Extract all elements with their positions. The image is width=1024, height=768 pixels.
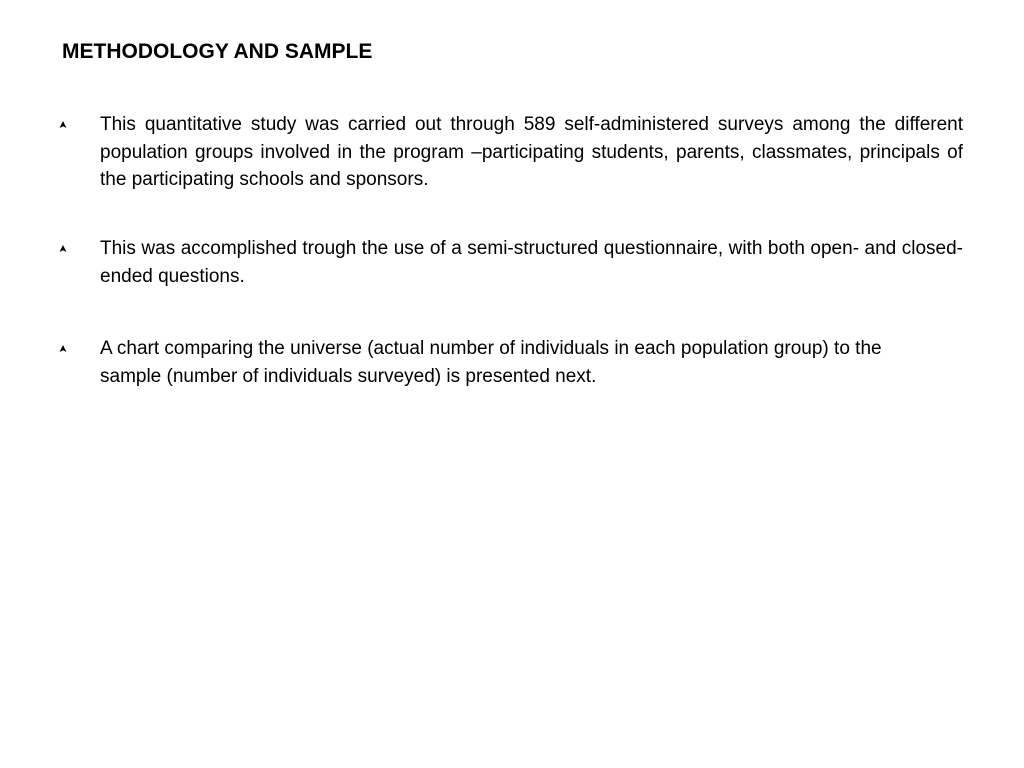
arrowhead-bullet-icon — [58, 344, 68, 354]
bullet-text: This was accomplished trough the use of a semi-structured questionnaire, with both open- and closed-ended questions. — [100, 238, 963, 287]
slide-title: METHODOLOGY AND SAMPLE — [62, 40, 373, 63]
bullet-text: A chart comparing the universe (actual number of individuals in each population group) to the sample (number of individuals surveyed) is presented next. — [100, 338, 882, 387]
arrowhead-bullet-icon — [58, 244, 68, 254]
arrowhead-bullet-icon — [58, 120, 68, 130]
bullet-text: This quantitative study was carried out through 589 self-administered surveys among the different population groups involved in the program –participating students, parents, classmates, principals of the participating schools and sponsors. — [100, 114, 963, 190]
